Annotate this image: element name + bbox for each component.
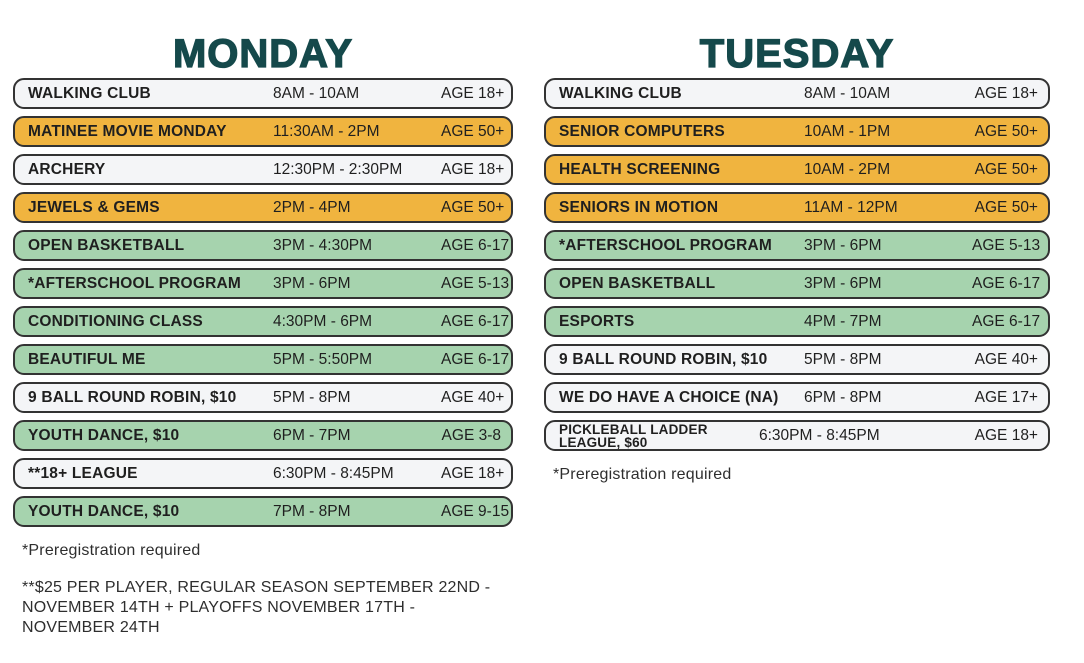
footnotes-tuesday xyxy=(544,465,1050,485)
schedule-row xyxy=(13,116,513,147)
activity-name: MATINEE MOVIE MONDAY xyxy=(28,122,227,140)
activity-name: WE DO HAVE A CHOICE (NA) xyxy=(559,388,779,406)
schedule-row xyxy=(13,78,513,109)
activity-time: 3PM - 6PM xyxy=(804,274,882,292)
activity-time: 6PM - 8PM xyxy=(804,388,882,406)
activity-name: YOUTH DANCE, $10 xyxy=(28,426,180,444)
activity-time: 6:30PM - 8:45PM xyxy=(273,464,394,482)
schedule-row xyxy=(544,116,1050,147)
day-column-tuesday xyxy=(544,34,1050,655)
activity-name: ESPORTS xyxy=(559,312,635,330)
activity-time: 5PM - 5:50PM xyxy=(273,350,373,368)
activity-time: 12:30PM - 2:30PM xyxy=(273,160,403,178)
schedule-row xyxy=(13,306,513,337)
footnote: **$25 PER PLAYER, REGULAR SEASON SEPTEMBER 22ND - NOVEMBER 14TH + PLAYOFFS NOVEMBER 17TH - NOVEMBER 24TH xyxy=(22,579,491,636)
activity-time: 11AM - 12PM xyxy=(804,198,898,216)
schedule-rows-tuesday xyxy=(544,78,1050,451)
activity-age: AGE 50+ xyxy=(974,160,1038,178)
schedule-row xyxy=(13,382,513,413)
schedule-row xyxy=(13,458,513,489)
activity-age: AGE 5-13 xyxy=(441,274,510,292)
activity-time: 5PM - 8PM xyxy=(804,350,882,368)
activity-age: AGE 6-17 xyxy=(972,274,1041,292)
schedule-row xyxy=(13,420,513,451)
activity-age: AGE 50+ xyxy=(974,198,1038,216)
activity-age: AGE 17+ xyxy=(974,388,1038,406)
day-title-monday: MONDAY xyxy=(172,32,354,76)
schedule-row xyxy=(544,344,1050,375)
activity-age: AGE 6-17 xyxy=(441,312,510,330)
activity-age: AGE 18+ xyxy=(441,464,505,482)
activity-time: 10AM - 1PM xyxy=(804,122,891,140)
activity-age: AGE 6-17 xyxy=(441,236,510,254)
activity-time: 6PM - 7PM xyxy=(273,426,351,444)
schedule-row xyxy=(544,420,1050,451)
activity-age: AGE 50+ xyxy=(441,122,505,140)
footnotes-monday xyxy=(13,541,513,638)
schedule-row xyxy=(544,382,1050,413)
activity-time: 3PM - 6PM xyxy=(804,236,882,254)
footnote: *Preregistration required xyxy=(22,542,201,559)
activity-name: OPEN BASKETBALL xyxy=(559,274,716,292)
activity-age: AGE 18+ xyxy=(441,160,505,178)
activity-name: 9 BALL ROUND ROBIN, $10 xyxy=(28,388,237,406)
activity-name: YOUTH DANCE, $10 xyxy=(28,502,180,520)
schedule-row xyxy=(13,268,513,299)
activity-time: 5PM - 8PM xyxy=(273,388,351,406)
activity-time: 3PM - 4:30PM xyxy=(273,236,373,254)
activity-time: 6:30PM - 8:45PM xyxy=(759,426,880,444)
activity-name: **18+ LEAGUE xyxy=(28,464,138,482)
day-column-monday xyxy=(13,34,513,655)
day-title-tuesday: TUESDAY xyxy=(699,32,895,76)
schedule-row xyxy=(13,154,513,185)
schedule-row xyxy=(13,192,513,223)
activity-name: *AFTERSCHOOL PROGRAM xyxy=(28,274,241,292)
activity-name: SENIOR COMPUTERS xyxy=(559,122,725,140)
activity-time: 4:30PM - 6PM xyxy=(273,312,373,330)
activity-time: 3PM - 6PM xyxy=(273,274,351,292)
activity-name: OPEN BASKETBALL xyxy=(28,236,185,254)
activity-time: 11:30AM - 2PM xyxy=(273,122,380,140)
activity-age: AGE 9-15 xyxy=(441,502,510,520)
activity-name: WALKING CLUB xyxy=(28,84,151,102)
schedule-row xyxy=(544,192,1050,223)
activity-name: BEAUTIFUL ME xyxy=(28,350,146,368)
schedule-rows-monday xyxy=(13,78,513,527)
activity-name: CONDITIONING CLASS xyxy=(28,312,203,330)
schedule-row xyxy=(544,306,1050,337)
activity-time: 2PM - 4PM xyxy=(273,198,351,216)
schedule-row xyxy=(544,78,1050,109)
schedule-row xyxy=(13,344,513,375)
footnote: *Preregistration required xyxy=(553,466,732,483)
schedule-row xyxy=(13,496,513,527)
activity-age: AGE 18+ xyxy=(441,84,505,102)
activity-age: AGE 5-13 xyxy=(972,236,1041,254)
activity-time: 10AM - 2PM xyxy=(804,160,891,178)
activity-name: JEWELS & GEMS xyxy=(28,198,160,216)
activity-name: PICKLEBALL LADDER LEAGUE, $60 xyxy=(559,422,708,449)
activity-age: AGE 40+ xyxy=(974,350,1038,368)
activity-name: HEALTH SCREENING xyxy=(559,160,721,178)
activity-name: SENIORS IN MOTION xyxy=(559,198,719,216)
activity-time: 7PM - 8PM xyxy=(273,502,351,520)
activity-age: AGE 50+ xyxy=(974,122,1038,140)
activity-time: 8AM - 10AM xyxy=(273,84,360,102)
schedule-row xyxy=(544,154,1050,185)
activity-age: AGE 40+ xyxy=(441,388,505,406)
activity-name: ARCHERY xyxy=(28,160,106,178)
activity-name: WALKING CLUB xyxy=(559,84,682,102)
activity-name: *AFTERSCHOOL PROGRAM xyxy=(559,236,772,254)
activity-age: AGE 18+ xyxy=(974,84,1038,102)
activity-age: AGE 3-8 xyxy=(441,426,501,444)
activity-age: AGE 6-17 xyxy=(441,350,510,368)
schedule-row xyxy=(13,230,513,261)
activity-age: AGE 18+ xyxy=(974,426,1038,444)
activity-time: 8AM - 10AM xyxy=(804,84,891,102)
schedule-row xyxy=(544,268,1050,299)
activity-age: AGE 50+ xyxy=(441,198,505,216)
activity-time: 4PM - 7PM xyxy=(804,312,882,330)
activity-age: AGE 6-17 xyxy=(972,312,1041,330)
activity-name: 9 BALL ROUND ROBIN, $10 xyxy=(559,350,768,368)
schedule-row xyxy=(544,230,1050,261)
